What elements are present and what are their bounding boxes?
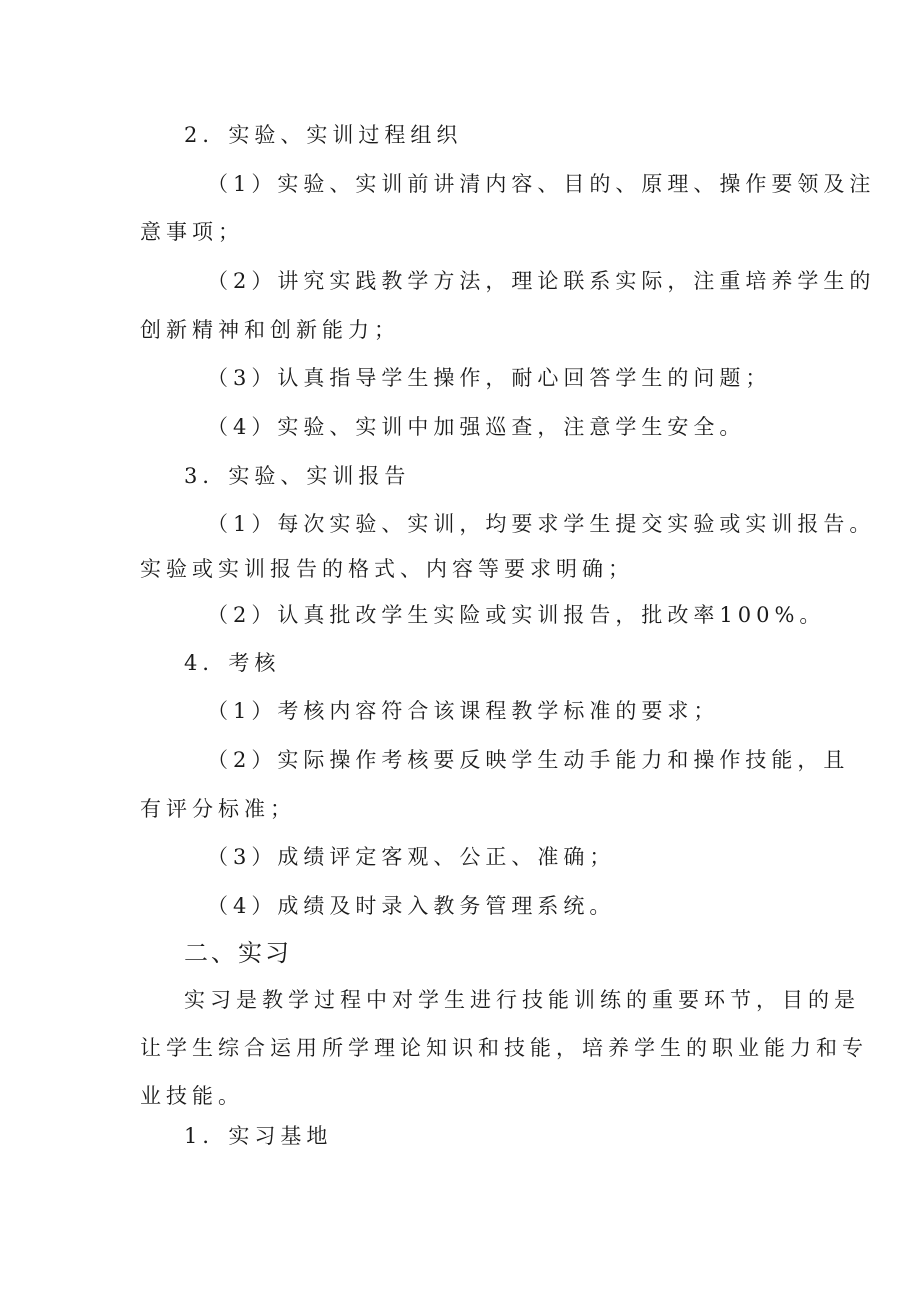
paragraph-line: 让学生综合运用所学理论知识和技能，培养学生的职业能力和专 — [140, 1036, 868, 1060]
paragraph-line: （3）成绩评定客观、公正、准确； — [207, 845, 616, 869]
paragraph-line: 意事项； — [140, 220, 244, 244]
paragraph-line: 有评分标准； — [140, 797, 296, 821]
section-heading-internship-base: 1．实习基地 — [184, 1124, 333, 1148]
paragraph-line: 创新精神和创新能力； — [140, 318, 400, 342]
section-heading-report: 3．实验、实训报告 — [184, 464, 411, 488]
section-heading-process: 2．实验、实训过程组织 — [184, 123, 463, 147]
section-heading-assessment: 4．考核 — [184, 651, 281, 675]
paragraph-line: （1）每次实验、实训，均要求学生提交实验或实训报告。 — [207, 512, 876, 536]
paragraph-line: （4）成绩及时录入教务管理系统。 — [207, 894, 616, 918]
paragraph-line: 业技能。 — [140, 1084, 244, 1108]
paragraph-line: （2）认真批改学生实险或实训报告，批改率100%。 — [207, 603, 826, 627]
paragraph-line: 实习是教学过程中对学生进行技能训练的重要环节，目的是 — [184, 988, 860, 1012]
paragraph-line: （1）实验、实训前讲清内容、目的、原理、操作要领及注 — [207, 172, 876, 196]
paragraph-line: （3）认真指导学生操作，耐心回答学生的问题； — [207, 366, 772, 390]
paragraph-line: （2）讲究实践教学方法，理论联系实际，注重培养学生的 — [207, 269, 876, 293]
paragraph-line: （4）实验、实训中加强巡查，注意学生安全。 — [207, 415, 746, 439]
chapter-heading-internship: 二、实习 — [184, 939, 292, 967]
paragraph-line: （2）实际操作考核要反映学生动手能力和操作技能，且 — [207, 748, 850, 772]
paragraph-line: 实验或实训报告的格式、内容等要求明确； — [140, 557, 634, 581]
paragraph-line: （1）考核内容符合该课程教学标准的要求； — [207, 699, 720, 723]
